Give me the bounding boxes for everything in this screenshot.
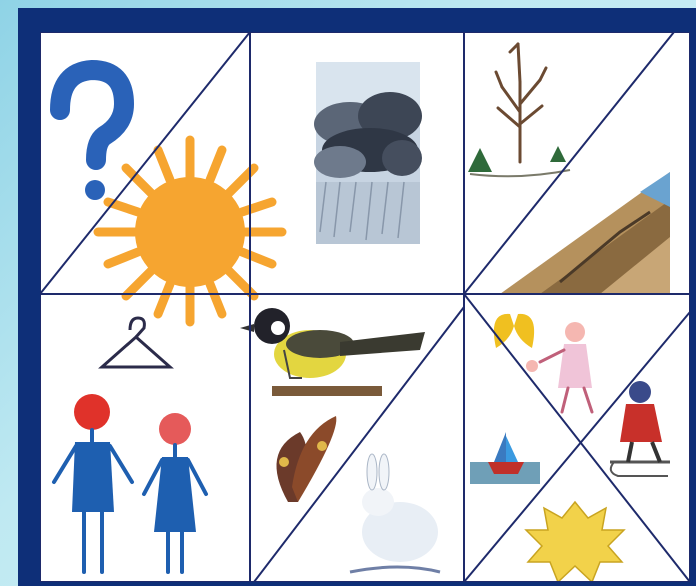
rain-cloud-icon (314, 62, 422, 244)
child-playing-icon (526, 322, 592, 412)
butterfly-icon (276, 416, 336, 502)
board-svg (40, 32, 690, 582)
muddy-road-icon (500, 172, 670, 294)
bare-tree-icon (468, 44, 570, 176)
child-on-sled-icon (610, 381, 670, 476)
woman-figure-icon (144, 413, 206, 572)
man-figure-icon (54, 394, 132, 572)
maple-leaf-icon (526, 502, 624, 582)
question-mark-icon (60, 70, 124, 200)
picture-board (40, 32, 690, 582)
rabbit-icon (350, 454, 440, 572)
hanger-icon (102, 318, 170, 367)
paper-boat-icon (470, 432, 540, 484)
bird-icon (240, 308, 425, 396)
butterfly-icon (494, 314, 534, 348)
